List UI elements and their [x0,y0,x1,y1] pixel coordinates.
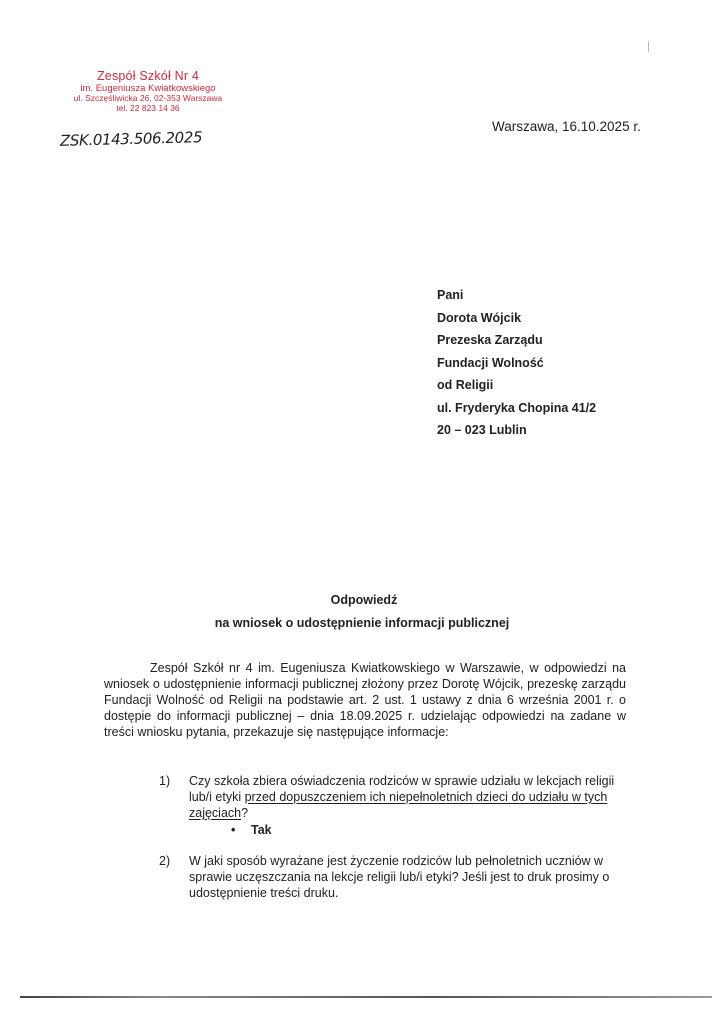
recipient-line: od Religii [437,378,494,392]
stamp-patron: im. Eugeniusza Kwiatkowskiego [80,82,216,94]
footer-divider [20,996,712,998]
question-text-part: Czy szkoła zbiera oświadczenia rodziców w sprawie udziału w lekcjach religii lub/i etyki [189,774,615,804]
question-text-part: ? [241,806,249,820]
document-subtitle: na wniosek o udostępnienie informacji publicznej [214,616,510,630]
recipient-line: ul. Fryderyka Chopina 41/2 [437,400,597,415]
place-and-date: Warszawa, 16.10.2025 r. [492,119,641,134]
stamp-address: ul. Szczęśliwicka 26, 02-353 Warszawa [73,93,223,103]
recipient-line: Prezeska Zarządu [437,333,543,347]
stamp-phone: tel. 22 823 14 36 [116,102,180,113]
recipient-address [437,284,596,442]
question-number: 2) [159,854,171,868]
recipient-line: Dorota Wójcik [437,310,522,325]
question-text: W jaki sposób wyrażane jest życzenie rodziców lub pełnoletnich uczniów w sprawie uczęszczania na lekcje religii lub/i etyki? Jeśli jest to druk prosimy o udostępnienie treści druku. [189,854,610,900]
bullet-icon: • [231,823,236,837]
scan-mark [648,41,649,52]
intro-text: Zespół Szkół nr 4 im. Eugeniusza Kwiatkowskiego w Warszawie, w odpowiedzi na wniosek o udostępnienie informacji publicznej złożony przez Dorotę Wójcik, prezeskę zarządu Fundacji Wolność od Religii na podstawie art. 2 ust. 1 ustawy z dnia 6 września 2001 r. o dostępie do informacji publicznej – dnia 18.09.2025 r. udzielając odpowiedzi na zadane w treści wniosku pytania, przekazuje się następujące informacje: [104,661,626,739]
school-stamp [58,70,238,112]
handwritten-reference-number: ZSK.0143.506.2025 [59,128,203,150]
document-title: Odpowiedź [330,593,398,607]
question-text [189,773,629,821]
question-underlined-text: przed dopuszczeniem ich niepełnoletnich dzieci do udziału w tych zajęciach [189,790,608,820]
intro-paragraph [104,660,626,740]
stamp-school-name: Zespół Szkół Nr 4 [96,69,200,83]
answer-item [231,823,272,837]
recipient-line: Fundacji Wolność [437,355,544,370]
question-number: 1) [159,774,171,788]
recipient-line: 20 – 023 Lublin [437,423,527,437]
question-item [159,853,639,913]
recipient-line: Pani [437,288,464,302]
answer-text: Tak [251,823,272,837]
